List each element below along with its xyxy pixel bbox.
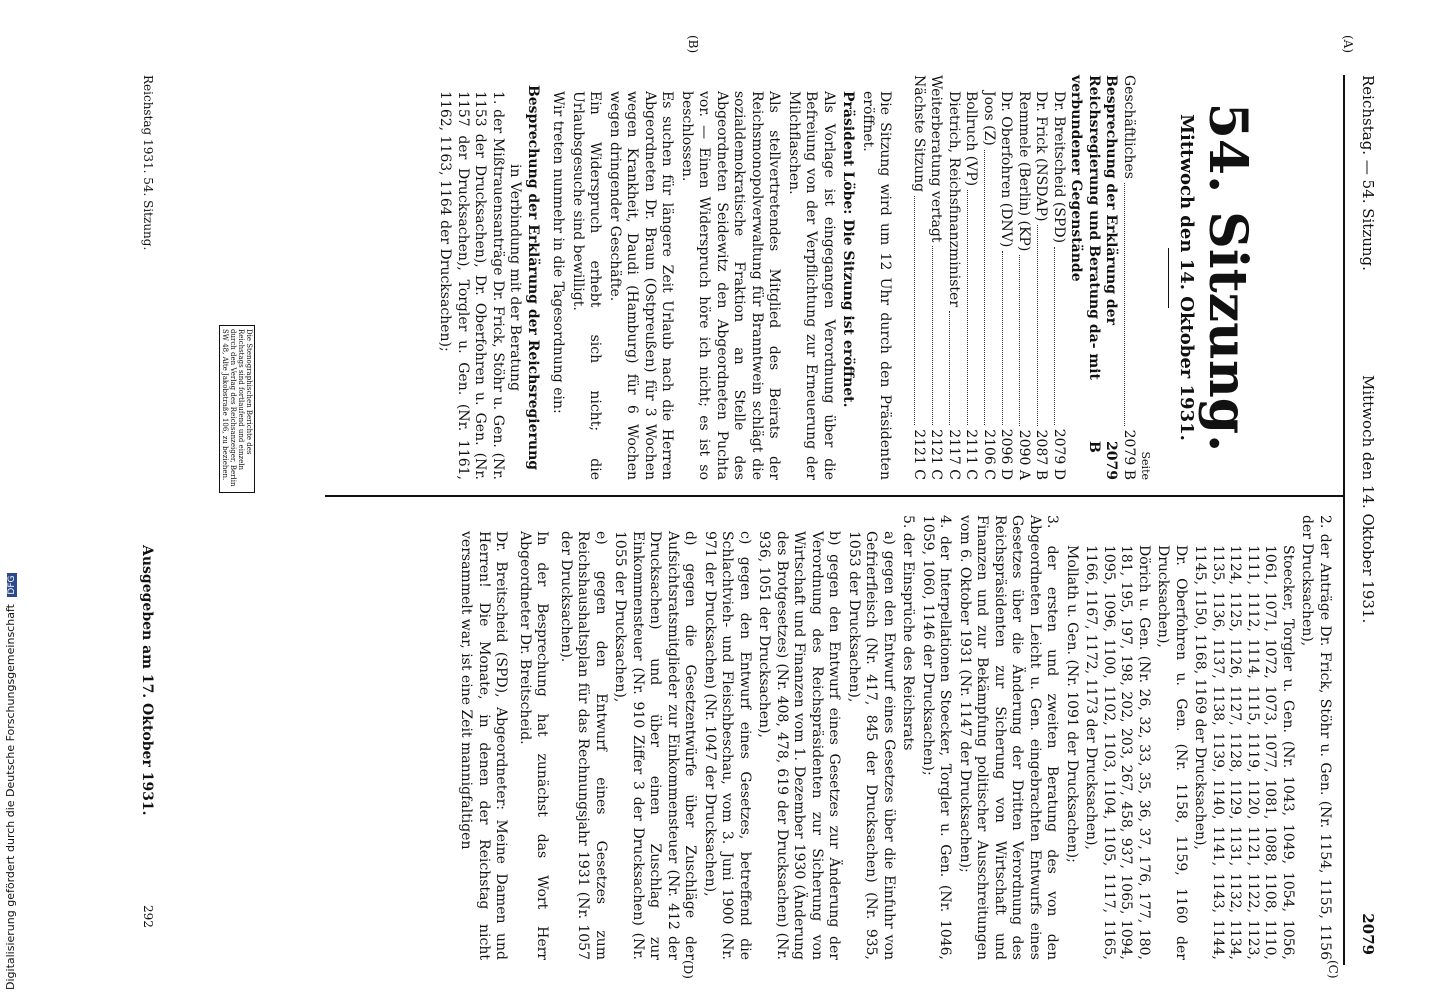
toc-leader	[1125, 183, 1138, 426]
urlaub-text: Es suchen für längere Zeit Urlaub nach die Herren Abgeordneten Dr. Braun (Ostpreußen) für 3 Wochen wegen Krankheit, Daudi (Hamburg) für 6 Wochen wegen dringender Geschäfte.	[607, 91, 676, 480]
toc-entry-text: Nächste Sitzung	[911, 75, 927, 193]
right-paragraph: c) gegen den Entwurf eines Gesetzes, betreffend die Schlachtvieh- und Fleischbeschau, vom 3. Juni 1900 (Nr. 971 der Drucksachen) (Nr. 1047 der Drucksachen),	[702, 531, 753, 960]
toc-row	[945, 75, 963, 480]
right-paragraph: Mollath u. Gen. (Nr. 1091 der Drucksachen);	[1064, 545, 1080, 863]
toc-entry-text: Dr. Breitscheid (SPD)	[1051, 91, 1067, 244]
header-left: Reichstag. — 54. Sitzung.	[1359, 75, 1377, 271]
toc-entry-text: Bollruch (VP)	[963, 91, 980, 187]
right-paragraph: a) gegen den Entwurf eines Gesetzes über die Einfuhr von Gefrierfleisch (Nr. 417, 845 der Drucksachen) (Nr. 935, 1053 der Drucksachen),	[846, 531, 897, 960]
dfg-note	[4, 573, 17, 990]
toc-leader	[915, 196, 928, 425]
dfg-logo: DFG	[7, 575, 17, 595]
toc-row	[980, 75, 998, 480]
toc-entry-text: Remmele (Berlin) (KP)	[1016, 91, 1032, 252]
toc-page: 2079 D	[1051, 428, 1067, 480]
table-of-contents	[910, 75, 1138, 480]
toc-page: 2117 C	[946, 429, 962, 480]
toc-leader	[1055, 247, 1068, 425]
toc-row	[997, 75, 1015, 480]
distribution-stamp: Die Stenographischen Berichte des Reichstags sind fortlaufend und einzeln durch den Verlag des Reichsanzeiger, Berlin SW 48, Alte Jakobstraße 106, zu beziehen.	[219, 325, 255, 493]
right-paragraph: 3. der ersten und zweiten Beratung des von den Abgeordneten Leicht u. Gen. eingebrachten Entwurfs eines Gesetzes über die Änderung der Dritten Verordnung des Reichspräsidenten zur Sicherung von Wirtschaft und Finanzen und zur Bekämpfung politischer Ausschreitungen vom 6. Oktober 1931 (Nr. 1147 der Drucksachen);	[957, 515, 1061, 960]
dfg-note-text: Digitalisierung gefördert durch die Deutsche Forschungsgemeinschaft	[4, 604, 17, 990]
header-center: Mittwoch den 14. Oktober 1931.	[1359, 375, 1377, 624]
toc-row	[927, 75, 945, 480]
margin-mark-d: (D)	[681, 960, 695, 979]
footer-page-id: 292	[141, 905, 155, 928]
toc-leader	[967, 190, 980, 425]
right-paragraph: Dr. Oberfohren u. Gen. (Nr. 1158, 1159, 1160 der Drucksachen),	[1155, 545, 1189, 960]
toc-page: 2079 B	[1086, 441, 1120, 480]
right-paragraph: 5. der Einsprüche des Reichsrats	[900, 515, 917, 751]
right-paragraph: 4. der Interpellationen Stoecker, Torgler u. Gen. (Nr. 1046, 1059, 1060, 1146 der Drucksachen);	[920, 515, 954, 960]
toc-row	[1067, 75, 1120, 480]
right-paragraph: d) gegen die Gesetzentwürfe über Zuschläge der Aufsichtsratsmitglieder zur Einkommensteuer (Nr. 412 der Drucksachen) und über einen Zuschlag zur Einkommensteuer (Nr. 910 Ziffer 3 der Drucksachen) (Nr. 1055 der Drucksachen),	[612, 531, 699, 960]
toc-entry-text: Dietrich, Reichsfinanzminister	[946, 91, 962, 308]
toc-page: 2106 C	[981, 429, 997, 480]
vorlage-text: Als Vorlage ist eingegangen Verordnung über die Befreiung von der Verpflichtung zur Erneuerung der Milchflaschen.	[786, 91, 837, 480]
right-paragraph: Stoecker, Torgler u. Gen. (Nr. 1043, 1049, 1054, 1056, 1061, 1071, 1072, 1073, 1077, 1081, 1088, 1108, 1110, 1111, 1112, 1114, 1115, 1119, 1120, 1121, 1122, 1123, 1124, 1125, 1126, 1127, 1128, 1129, 1131, 1132, 1134, 1135, 1136, 1137, 1138, 1139, 1140, 1141, 1143, 1144, 1145, 1150, 1168, 1169 der Drucksachen),	[1192, 545, 1296, 960]
toc-leader	[1002, 251, 1015, 424]
page-header	[1353, 75, 1377, 955]
right-paragraph: 2. der Anträge Dr. Frick, Stöhr u. Gen. (Nr. 1154, 1155, 1156 der Drucksachen),	[1299, 515, 1333, 960]
toc-leader	[932, 246, 945, 425]
toc-entry-text: Weiterberatung vertagt	[928, 75, 945, 243]
toc-row	[1050, 75, 1068, 480]
right-column	[455, 515, 1333, 960]
toc-row	[1120, 75, 1138, 480]
document-page	[75, 25, 1395, 985]
title-rule	[1169, 248, 1170, 308]
margin-mark-a: (A)	[1341, 35, 1355, 54]
page-number: 2079	[1359, 913, 1377, 955]
margin-mark-b: (B)	[686, 35, 700, 54]
toc-leader	[1037, 225, 1050, 425]
column-divider	[325, 495, 1343, 497]
right-paragraph: Dr. Breitscheid (SPD), Abgeordneter: Meine Damen und Herren! Die Monate, in denen der Reichstag nicht versammelt war, ist eine Zeit mannigfaltigen	[458, 531, 510, 960]
toc-entry-text: Besprechung der Erklärung der Reichsregierung und Beratung da- mit verbundener Gegenstände	[1068, 75, 1120, 380]
toc-leader	[1020, 255, 1033, 426]
seite-label: Seite	[1139, 451, 1153, 480]
right-paragraph: b) gegen den Entwurf eines Gesetzes zur Änderung der Verordnung des Reichspräsidenten zur Sicherung von Wirtschaft und Finanzen vom 1. Dezember 1930 (Änderung des Brotgesetzes) (Nr. 408, 478, 619 der Drucksachen) (Nr. 936, 1051 der Drucksachen),	[756, 531, 843, 960]
agenda-subheading: in Verbindung mit der Beratung	[507, 163, 524, 392]
session-title: 54. Sitzung.	[1197, 102, 1258, 453]
agenda-heading: Besprechung der Erklärung der Reichsregierung	[525, 84, 541, 471]
toc-row	[1015, 75, 1033, 480]
footer-center: Ausgegeben am 17. Oktober 1931.	[139, 545, 155, 816]
toc-row	[1032, 75, 1050, 480]
session-date: Mittwoch den 14. Oktober 1931.	[1176, 114, 1197, 441]
toc-row	[962, 75, 980, 480]
toc-entry-text: Dr. Oberfohren (DNV)	[998, 91, 1015, 248]
right-paragraph: e) gegen den Entwurf eines Gesetzes zum Reichshaushaltsplan für das Rechnungsjahr 1931 (Nr. 1057 der Drucksachen).	[558, 531, 609, 960]
agenda-item-1: 1. der Mißtrauensanträge Dr. Frick, Stöhr u. Gen. (Nr. 1153 der Drucksachen), Dr. Oberfohren u. Gen. (Nr. 1157 der Drucksachen), Torgler u. Gen. (Nr. 1161, 1162, 1163, 1164 der Drucksachen);	[437, 91, 506, 480]
beirat-text: Als stellvertretendes Mitglied des Beirats der Reichsmonopolverwaltung für Branntwein schlägt die sozialdemokratische Fraktion an Stelle des Abgeordneten Seidewitz den Abgeordneten Puchta vor. — Einen Widerspruch höre ich nicht; es ist so beschlossen.	[679, 91, 783, 480]
toc-page: 2090 A	[1016, 429, 1032, 480]
toc-entry-text: Geschäftliches	[1121, 75, 1137, 179]
left-column	[434, 75, 1333, 480]
toc-page: 2111 C	[963, 429, 980, 480]
footer-left: Reichstag 1931. 54. Sitzung.	[141, 75, 155, 251]
toc-row	[910, 75, 928, 480]
margin-mark-c: (C)	[1326, 960, 1340, 979]
opening-text: Die Sitzung wird um 12 Uhr durch den Präsidenten eröffnet.	[860, 91, 894, 480]
right-paragraph: In der Besprechung hat zunächst das Wort Herr Abgeordneter Dr. Breitscheid.	[517, 531, 551, 960]
header-rule	[1343, 75, 1345, 965]
toc-leader	[950, 311, 963, 425]
toc-page: 2096 D	[998, 428, 1015, 480]
toc-entry-text: Dr. Frick (NSDAP)	[1033, 91, 1050, 222]
toc-page: 2087 B	[1033, 429, 1050, 480]
president-line: Präsident Löbe: Die Sitzung ist eröffnet.	[840, 91, 857, 408]
toc-leader	[985, 150, 998, 425]
toc-page: 2121 C	[911, 429, 927, 480]
toc-page: 2079 B	[1121, 429, 1137, 480]
widerspruch-text: Ein Widerspruch erhebt sich nicht; die Urlaubsgesuche sind bewilligt.	[570, 91, 604, 480]
right-paragraph: Dörich u. Gen. (Nr. 26, 32, 33, 35, 36, 37, 176, 177, 180, 181, 195, 197, 198, 202, 203, 267, 458, 937, 1065, 1094, 1095, 1096, 1100, 1102, 1103, 1104, 1105, 1117, 1165, 1166, 1167, 1172, 1173 der Drucksachen),	[1083, 545, 1152, 960]
toc-page: 2121 C	[928, 429, 945, 480]
toc-entry-text: Joos (Z)	[981, 91, 997, 146]
tagesordnung-text: Wir treten nunmehr in die Tagesordnung ein:	[550, 91, 567, 414]
